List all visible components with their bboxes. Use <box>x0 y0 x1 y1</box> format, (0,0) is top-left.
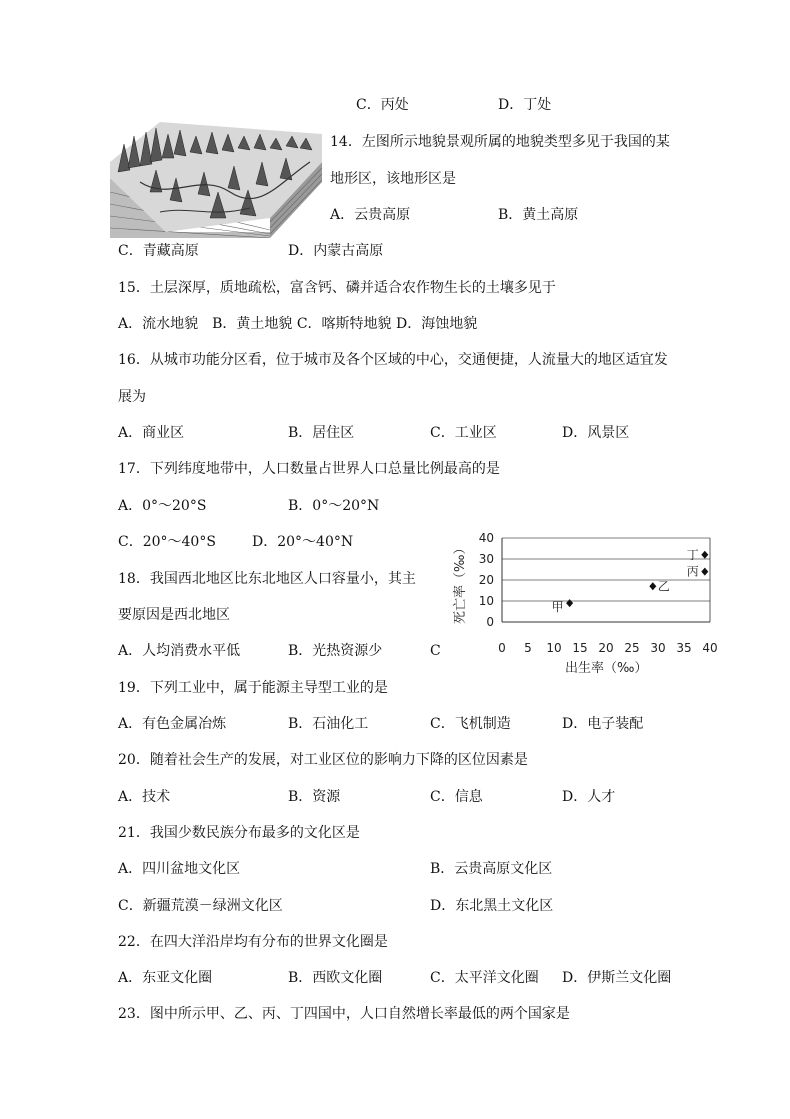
q19-option-d: D．电子装配 <box>562 716 644 732</box>
q18-stem-line-2: 要原因是西北地区 <box>118 607 230 623</box>
q23-stem: 23．图中所示甲、乙、丙、丁四国中，人口自然增长率最低的两个国家是 <box>118 1006 570 1022</box>
chart-y-tick-label: 10 <box>478 594 494 608</box>
chart-gridlines <box>502 538 710 601</box>
q19-option-c: C．飞机制造 <box>430 716 511 732</box>
q17-option-d: D．20°～40°N <box>252 534 354 550</box>
chart-x-tick-label: 35 <box>676 641 692 655</box>
q18-option-b: B．光热资源少 <box>288 643 383 659</box>
q16-option-c: C．工业区 <box>430 425 497 441</box>
q14-stem-line-1: 14．左图所示地貌景观所属的地貌类型多见于我国的某 <box>330 134 670 150</box>
q22-option-a: A．东亚文化圈 <box>118 970 213 986</box>
chart-point-label: 甲 <box>551 600 564 615</box>
q22-option-b: B．西欧文化圈 <box>288 970 383 986</box>
chart-x-tick-label: 0 <box>498 641 506 655</box>
q19-stem: 19．下列工业中，属于能源主导型工业的是 <box>118 680 388 696</box>
q14-option-d: D．内蒙古高原 <box>288 243 384 259</box>
q21-option-d: D．东北黑土文化区 <box>430 898 554 914</box>
chart-x-tick-labels <box>498 641 717 655</box>
chart-y-tick-label: 30 <box>478 552 494 566</box>
q20-option-a: A．技术 <box>118 789 171 805</box>
q15-stem: 15．土层深厚，质地疏松，富含钙、磷并适合农作物生长的土壤多见于 <box>118 280 556 296</box>
q17-option-b: B．0°～20°N <box>288 498 380 514</box>
chart-x-tick-label: 30 <box>650 641 666 655</box>
chart-y-tick-labels <box>479 531 494 629</box>
chart-point-label: 丙 <box>686 564 699 579</box>
q20-option-d: D．人才 <box>562 789 616 805</box>
q20-option-b: B．资源 <box>288 789 341 805</box>
chart-y-tick-label: 20 <box>478 573 494 587</box>
q19-option-b: B．石油化工 <box>288 716 369 732</box>
chart-point-label: 丁 <box>686 547 699 562</box>
q21-option-a: A．四川盆地文化区 <box>118 861 241 877</box>
q22-option-c: C．太平洋文化圈 <box>430 970 539 986</box>
q13-option-d: D．丁处 <box>498 97 552 113</box>
q18-option-a: A．人均消费水平低 <box>118 643 241 659</box>
birth-death-rate-chart <box>440 526 740 684</box>
q14-option-a: A．云贵高原 <box>330 207 411 223</box>
chart-x-tick-label: 40 <box>702 641 718 655</box>
chart-point <box>701 568 708 576</box>
chart-x-tick-label: 5 <box>524 641 532 655</box>
q21-option-b: B．云贵高原文化区 <box>430 861 553 877</box>
q16-stem-line-1: 16．从城市功能分区看，位于城市及各个区域的中心，交通便捷，人流量大的地区适宜发 <box>118 352 668 368</box>
q15-options: A．流水地貌 B．黄土地貌 C．喀斯特地貌 D．海蚀地貌 <box>118 316 478 332</box>
chart-x-tick-label: 25 <box>624 641 640 655</box>
q16-stem-line-2: 展为 <box>118 389 146 405</box>
chart-point <box>649 582 656 590</box>
chart-x-tick-label: 15 <box>572 641 588 655</box>
q18-option-c-partial: C <box>430 643 441 659</box>
q21-stem: 21．我国少数民族分布最多的文化区是 <box>118 825 360 841</box>
q22-stem: 22．在四大洋沿岸均有分布的世界文化圈是 <box>118 934 388 950</box>
chart-x-tick-label: 20 <box>598 641 614 655</box>
q14-option-b: B．黄土高原 <box>498 207 579 223</box>
q20-stem: 20．随着社会生产的发展，对工业区位的影响力下降的区位因素是 <box>118 752 528 768</box>
q18-stem-line-1: 18．我国西北地区比东北地区人口容量小，其主 <box>118 571 416 587</box>
chart-y-axis-label: 死亡率（‰） <box>453 541 468 624</box>
chart-point-label: 乙 <box>657 579 670 594</box>
landform-block-diagram-image <box>110 122 322 238</box>
q16-option-b: B．居住区 <box>288 425 355 441</box>
chart-y-tick-label: 40 <box>478 531 494 545</box>
chart-x-tick-label: 10 <box>546 641 562 655</box>
chart-x-axis-label: 出生率（‰） <box>565 661 648 676</box>
q16-option-d: D．风景区 <box>562 425 630 441</box>
q19-option-a: A．有色金属冶炼 <box>118 716 227 732</box>
q13-option-c: C．丙处 <box>356 97 409 113</box>
q21-option-c: C．新疆荒漠－绿洲文化区 <box>118 898 283 914</box>
q22-option-d: D．伊斯兰文化圈 <box>562 970 672 986</box>
q17-option-c: C．20°～40°S <box>118 534 216 550</box>
q20-option-c: C．信息 <box>430 789 483 805</box>
chart-y-tick-label: 0 <box>486 615 494 629</box>
q17-stem: 17．下列纬度地带中，人口数量占世界人口总量比例最高的是 <box>118 461 500 477</box>
chart-point <box>566 599 573 607</box>
q17-option-a: A．0°～20°S <box>118 498 207 514</box>
chart-point <box>701 551 708 559</box>
q14-stem-line-2: 地形区，该地形区是 <box>330 171 456 187</box>
chart-points <box>552 548 709 614</box>
q14-option-c: C．青藏高原 <box>118 243 199 259</box>
q16-option-a: A．商业区 <box>118 425 185 441</box>
